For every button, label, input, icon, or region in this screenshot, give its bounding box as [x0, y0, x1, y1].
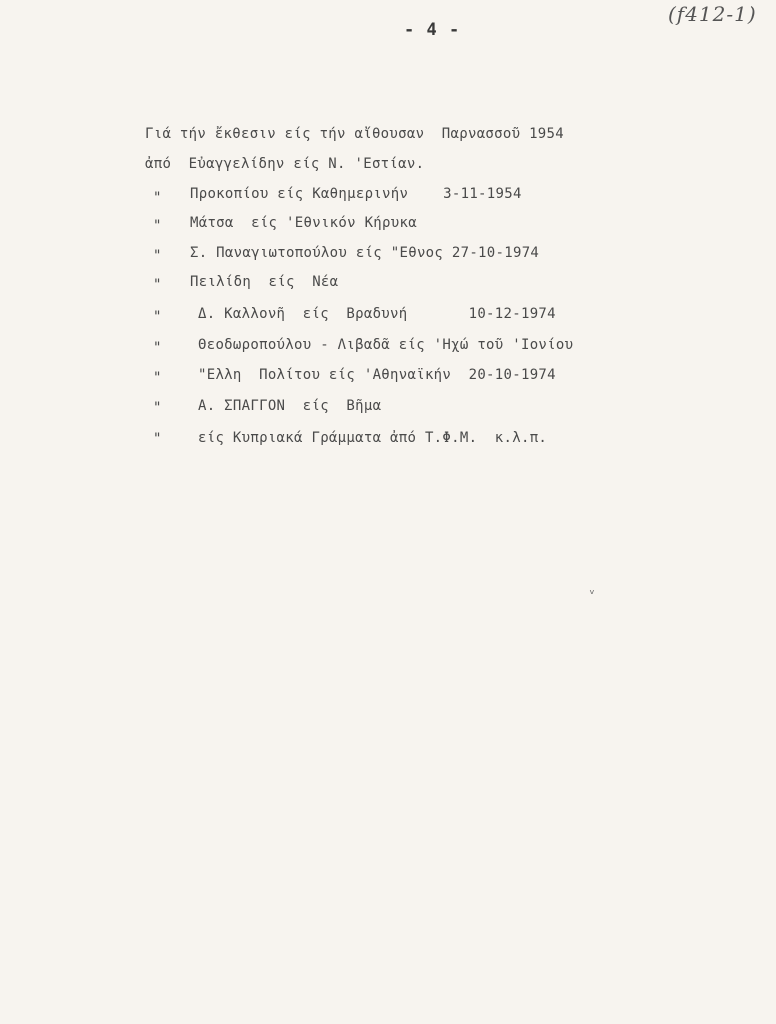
ditto-mark: " — [153, 277, 162, 293]
list-item: Σ. Παναγιωτοπούλου είς "Εθνος 27-10-1974 — [190, 245, 540, 261]
ditto-mark: " — [153, 248, 162, 264]
list-item: Πειλίδη είς Νέα — [190, 274, 339, 290]
page-number: - 4 - — [404, 20, 461, 40]
list-item: "Ελλη Πολίτου είς 'Αθηναϊκήν 20-10-1974 — [198, 367, 556, 383]
list-item: είς Κυπριακά Γράμματα ἀπό Τ.Φ.Μ. κ.λ.π. — [198, 430, 548, 446]
list-item: Δ. Καλλονῆ είς Βραδυνή 10-12-1974 — [198, 306, 556, 322]
list-item: Α. ΣΠΑΓΓΟΝ είς Βῆμα — [198, 398, 382, 414]
ditto-mark: " — [153, 431, 162, 447]
list-item: Προκοπίου είς Καθημερινήν 3-11-1954 — [190, 186, 522, 202]
archive-reference: (f412-1) — [668, 2, 757, 26]
ditto-mark: " — [153, 370, 162, 386]
intro-line: Γιά τήν ἔκθεσιν είς τήν αἴθουσαν Παρνασσοῦ 1954 — [145, 126, 564, 142]
ditto-mark: " — [153, 309, 162, 325]
pencil-tick-mark: ᵥ — [588, 583, 596, 598]
ditto-mark: " — [153, 218, 162, 234]
list-item: Μάτσα είς 'Εθνικόν Κήρυκα — [190, 215, 417, 231]
list-item: Θεοδωροπούλου - Λιβαδᾶ είς 'Ηχώ τοῦ 'Ιονίου — [198, 337, 574, 353]
ditto-mark: " — [153, 190, 162, 206]
author-line: ἀπό Εὐαγγελίδην είς Ν. 'Εστίαν. — [145, 156, 425, 172]
ditto-mark: " — [153, 400, 162, 416]
ditto-mark: " — [153, 340, 162, 356]
